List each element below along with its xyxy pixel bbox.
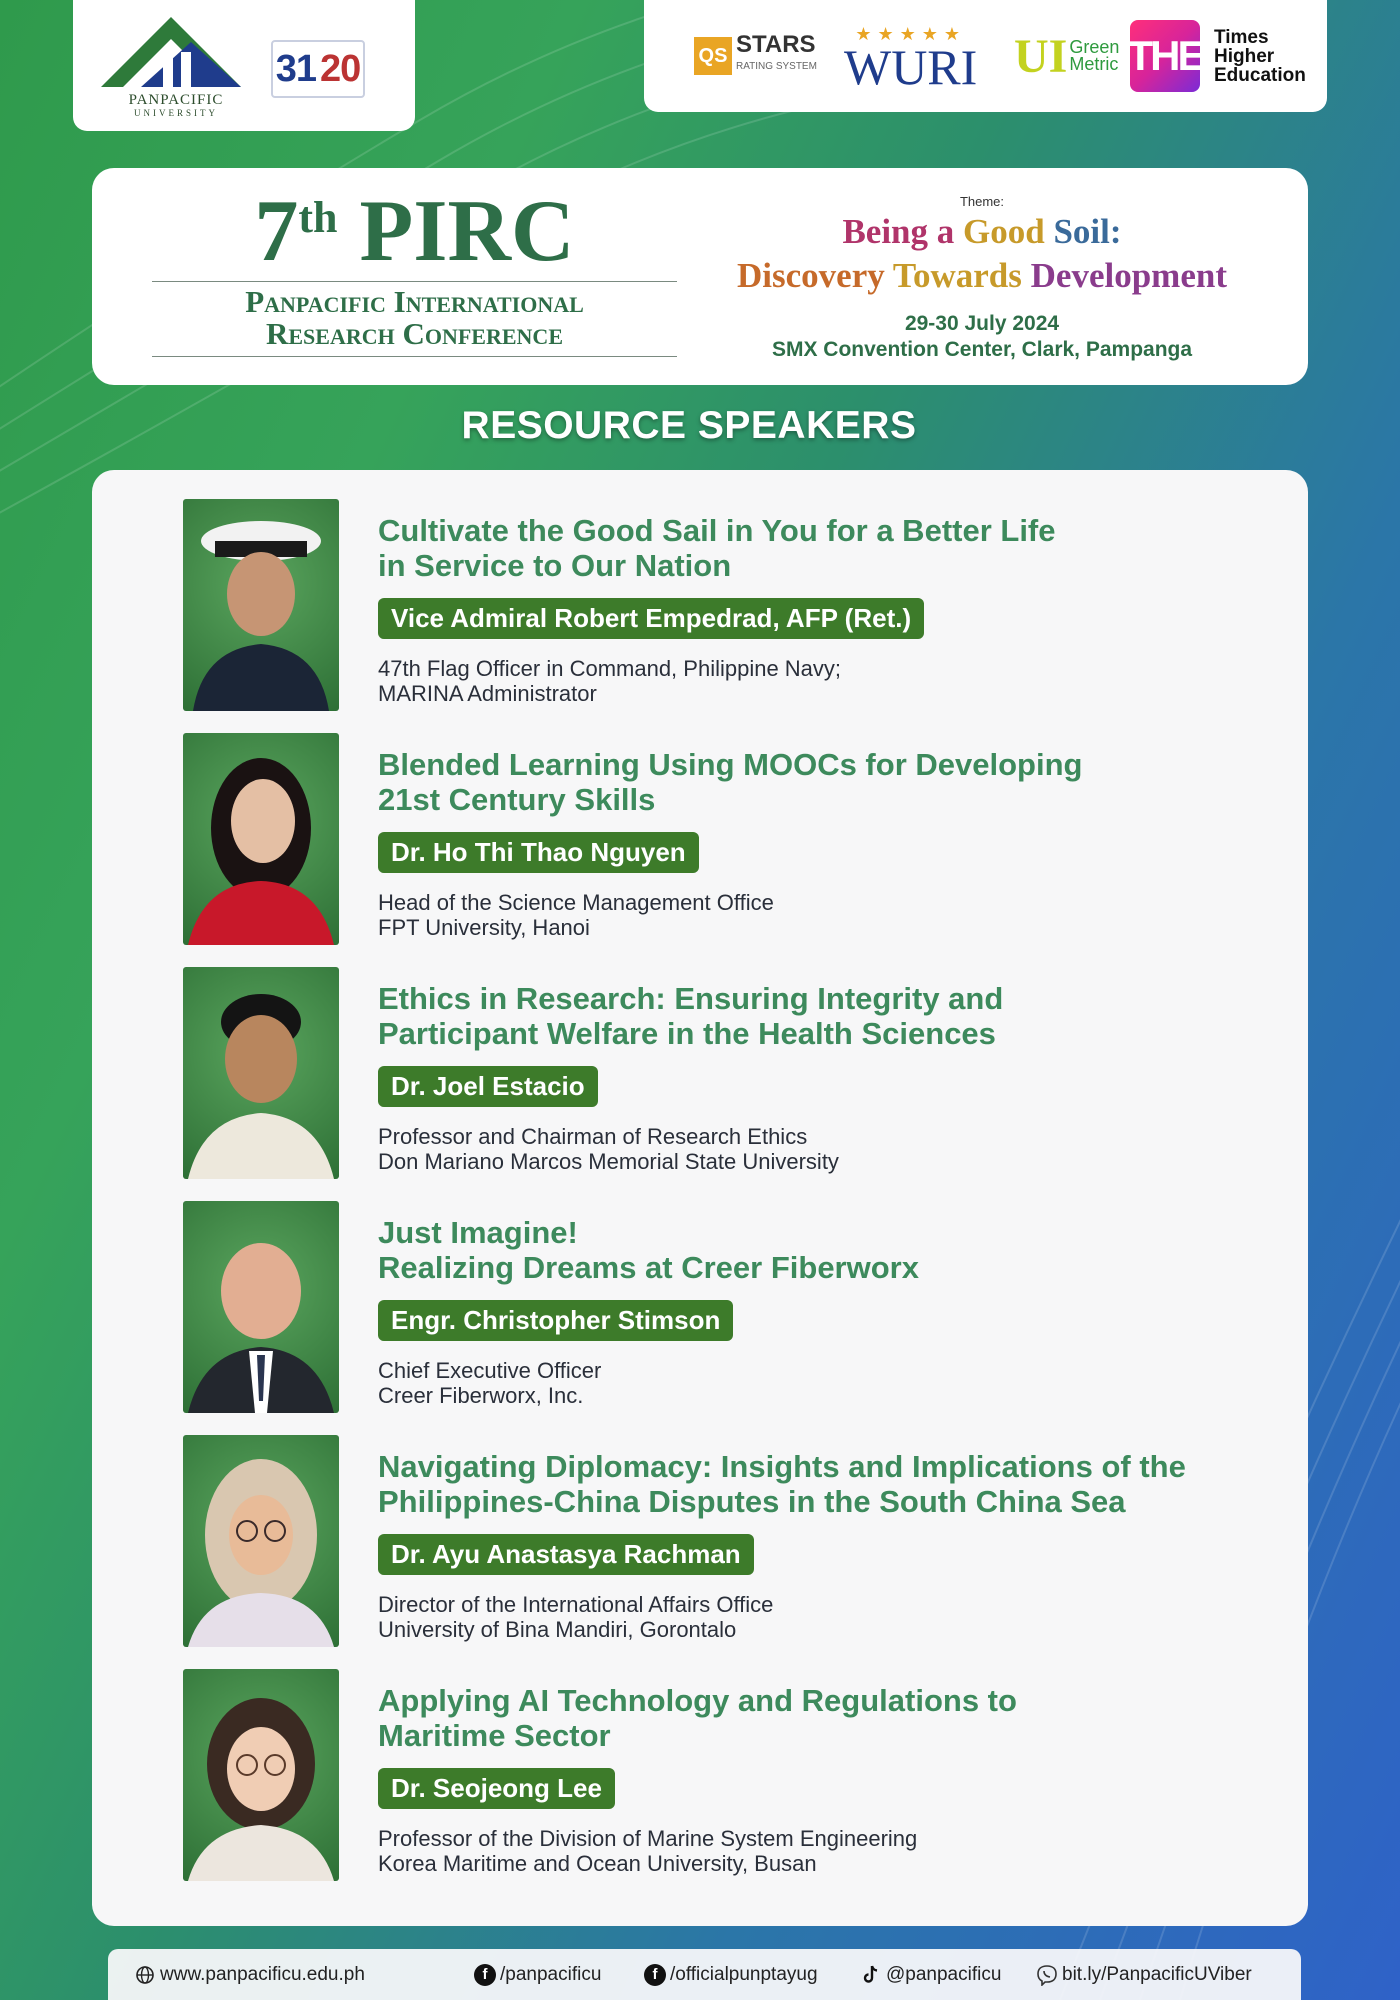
conference-title: 7th PIRC: [254, 183, 575, 280]
speaker-card: [92, 1201, 1308, 1416]
anniversary-logo: 31 20: [271, 40, 365, 98]
speaker-role: Head of the Science Management Office FPT University, Hanoi: [378, 890, 774, 940]
conference-full-name: Panpacific International Research Conference: [245, 284, 584, 351]
facebook-icon: f: [644, 1964, 666, 1986]
talk-title: Ethics in Research: Ensuring Integrity and Participant Welfare in the Health Sciences: [378, 981, 1004, 1051]
speaker-photo: [183, 967, 339, 1179]
facebook-link-officialpunptayug[interactable]: f /officialpunptayug: [644, 1949, 818, 2000]
conference-banner: [92, 168, 1308, 385]
speaker-role: Professor of the Division of Marine System Engineering Korea Maritime and Ocean University, Busan: [378, 1826, 918, 1876]
tiktok-icon: [860, 1964, 882, 1986]
speaker-card: [92, 1669, 1308, 1884]
facebook-icon: f: [474, 1964, 496, 1986]
speaker-name-badge: Vice Admiral Robert Empedrad, AFP (Ret.): [378, 598, 924, 639]
title-divider: [152, 281, 677, 282]
talk-title: Blended Learning Using MOOCs for Developing 21st Century Skills: [378, 747, 1083, 817]
talk-title: Cultivate the Good Sail in You for a Better Life in Service to Our Nation: [378, 513, 1056, 583]
speaker-name-badge: Dr. Ho Thi Thao Nguyen: [378, 832, 699, 873]
speaker-card: [92, 499, 1308, 714]
theme-label: Theme:: [959, 194, 1005, 209]
talk-title: Just Imagine! Realizing Dreams at Creer Fiberworx: [378, 1215, 919, 1285]
footer-contact-bar: [108, 1949, 1301, 2000]
university-logo-box: [73, 0, 415, 131]
speaker-role: Chief Executive Officer Creer Fiberworx, Inc.: [378, 1358, 602, 1408]
times-higher-education-logo: THE Times Higher Education: [1130, 18, 1306, 94]
wuri-logo: ★★★★★ WURI: [844, 23, 978, 95]
viber-icon: [1036, 1964, 1058, 1986]
speaker-photo: [183, 499, 339, 711]
speaker-role: 47th Flag Officer in Command, Philippine Navy; MARINA Administrator: [378, 656, 842, 706]
speaker-photo: [183, 1435, 339, 1647]
speaker-photo: [183, 1201, 339, 1413]
website-link[interactable]: www.panpacificu.edu.ph: [134, 1949, 365, 2000]
facebook-link-panpacificu[interactable]: f /panpacificu: [474, 1949, 601, 2000]
speakers-panel: [92, 470, 1308, 1926]
speaker-name-badge: Engr. Christopher Stimson: [378, 1300, 733, 1341]
theme-title: Being a Good Soil: Discovery Towards Development: [737, 212, 1227, 295]
event-date-venue: 29-30 July 2024 SMX Convention Center, Clark, Pampanga: [771, 312, 1193, 361]
speaker-name-badge: Dr. Seojeong Lee: [378, 1768, 615, 1809]
speaker-role: Director of the International Affairs Office University of Bina Mandiri, Gorontalo: [378, 1592, 774, 1642]
tiktok-link[interactable]: @panpacificu: [860, 1949, 1001, 2000]
section-title: RESOURCE SPEAKERS: [461, 404, 917, 447]
talk-title: Navigating Diplomacy: Insights and Implications of the Philippines-China Disputes in the South China Sea: [378, 1449, 1186, 1519]
speaker-photo: [183, 733, 339, 945]
qs-stars-logo: QS STARS RATING SYSTEM: [694, 18, 817, 94]
rankings-logo-box: [644, 0, 1327, 112]
title-divider: [152, 356, 677, 357]
speaker-card: [92, 733, 1308, 948]
talk-title: Applying AI Technology and Regulations to Maritime Sector: [378, 1683, 1017, 1753]
globe-icon: [134, 1964, 156, 1986]
university-name: PANPACIFIC UNIVERSITY: [128, 92, 224, 118]
speaker-role: Professor and Chairman of Research Ethics Don Mariano Marcos Memorial State University: [378, 1124, 839, 1174]
viber-link[interactable]: bit.ly/PanpacificUViber: [1036, 1949, 1252, 2000]
ui-greenmetric-logo: UI Green Metric: [1014, 29, 1120, 83]
speaker-name-badge: Dr. Joel Estacio: [378, 1066, 598, 1107]
speaker-photo: [183, 1669, 339, 1881]
speaker-card: [92, 967, 1308, 1182]
speaker-name-badge: Dr. Ayu Anastasya Rachman: [378, 1534, 754, 1575]
speaker-card: [92, 1435, 1308, 1650]
